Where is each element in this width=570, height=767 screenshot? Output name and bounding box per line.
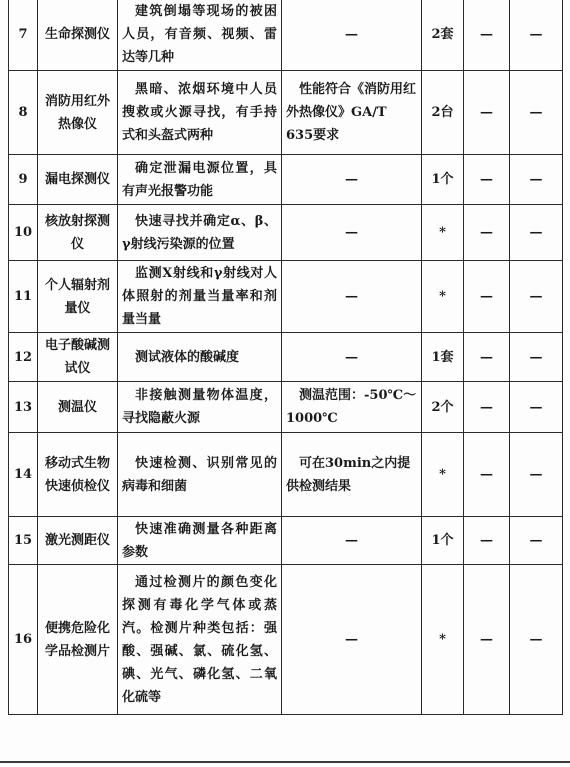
equipment-name: 便携危险化学品检测片 (38, 565, 118, 715)
row-number: 11 (9, 261, 38, 333)
table-row (9, 433, 563, 517)
equipment-function: 非接触测量物体温度，寻找隐蔽火源 (118, 382, 282, 433)
table-row (9, 261, 563, 333)
equipment-quantity: * (422, 565, 464, 715)
equipment-spec: — (282, 0, 422, 71)
equipment-spec: 可在30min之内提供检测结果 (282, 433, 422, 517)
equipment-name: 测温仪 (38, 382, 118, 433)
extra-col-2: — (510, 71, 563, 155)
equipment-function: 建筑倒塌等现场的被困人员，有音频、视频、雷达等几种 (118, 0, 282, 71)
row-number: 10 (9, 205, 38, 261)
equipment-quantity: 1套 (422, 333, 464, 382)
equipment-quantity: * (422, 205, 464, 261)
table-row (9, 71, 563, 155)
equipment-function: 确定泄漏电源位置，具有声光报警功能 (118, 155, 282, 205)
equipment-quantity: 1个 (422, 155, 464, 205)
equipment-table (8, 0, 563, 715)
equipment-name: 移动式生物快速侦检仪 (38, 433, 118, 517)
equipment-name: 漏电探测仪 (38, 155, 118, 205)
row-number: 16 (9, 565, 38, 715)
equipment-name: 个人辐射剂量仪 (38, 261, 118, 333)
row-number: 14 (9, 433, 38, 517)
equipment-quantity: 1个 (422, 517, 464, 565)
equipment-name: 电子酸碱测试仪 (38, 333, 118, 382)
equipment-function: 监测X射线和γ射线对人体照射的剂量当量率和剂量当量 (118, 261, 282, 333)
extra-col-2: — (510, 517, 563, 565)
extra-col-2: — (510, 382, 563, 433)
equipment-spec: 测温范围：-50℃～1000℃ (282, 382, 422, 433)
equipment-quantity: 2台 (422, 71, 464, 155)
extra-col-2: — (510, 155, 563, 205)
equipment-function: 快速准确测量各种距离参数 (118, 517, 282, 565)
equipment-spec: — (282, 517, 422, 565)
equipment-spec: — (282, 155, 422, 205)
row-number: 7 (9, 0, 38, 71)
table-row (9, 333, 563, 382)
extra-col-2: — (510, 333, 563, 382)
extra-col-2: — (510, 565, 563, 715)
table-row (9, 205, 563, 261)
extra-col-1: — (464, 333, 510, 382)
extra-col-2: — (510, 205, 563, 261)
equipment-function: 快速检测、识别常见的病毒和细菌 (118, 433, 282, 517)
equipment-spec: — (282, 565, 422, 715)
row-number: 15 (9, 517, 38, 565)
equipment-name: 生命探测仪 (38, 0, 118, 71)
bottom-rule (0, 761, 570, 763)
equipment-function: 快速寻找并确定α、β、γ射线污染源的位置 (118, 205, 282, 261)
equipment-quantity: * (422, 433, 464, 517)
row-number: 13 (9, 382, 38, 433)
equipment-quantity: * (422, 261, 464, 333)
extra-col-1: — (464, 0, 510, 71)
equipment-function: 测试液体的酸碱度 (118, 333, 282, 382)
equipment-spec: — (282, 261, 422, 333)
equipment-spec: 性能符合《消防用红外热像仪》GA/T 635要求 (282, 71, 422, 155)
equipment-spec: — (282, 333, 422, 382)
equipment-spec: — (282, 205, 422, 261)
extra-col-2: — (510, 261, 563, 333)
table-row (9, 382, 563, 433)
extra-col-1: — (464, 71, 510, 155)
equipment-name: 激光测距仪 (38, 517, 118, 565)
extra-col-1: — (464, 205, 510, 261)
extra-col-1: — (464, 261, 510, 333)
table-row (9, 565, 563, 715)
equipment-name: 核放射探测仪 (38, 205, 118, 261)
equipment-quantity: 2个 (422, 382, 464, 433)
equipment-quantity: 2套 (422, 0, 464, 71)
row-number: 9 (9, 155, 38, 205)
extra-col-1: — (464, 155, 510, 205)
equipment-name: 消防用红外热像仪 (38, 71, 118, 155)
row-number: 12 (9, 333, 38, 382)
table-row (9, 155, 563, 205)
extra-col-1: — (464, 382, 510, 433)
extra-col-1: — (464, 433, 510, 517)
table-row (9, 517, 563, 565)
extra-col-2: — (510, 0, 563, 71)
table-row (9, 0, 563, 71)
equipment-function: 通过检测片的颜色变化探测有毒化学气体或蒸汽。检测片种类包括：强酸、强碱、氯、硫化氢、碘、光气、磷化氢、二氧化硫等 (118, 565, 282, 715)
equipment-function: 黑暗、浓烟环境中人员搜救或火源寻找，有手持式和头盔式两种 (118, 71, 282, 155)
extra-col-2: — (510, 433, 563, 517)
extra-col-1: — (464, 517, 510, 565)
row-number: 8 (9, 71, 38, 155)
extra-col-1: — (464, 565, 510, 715)
